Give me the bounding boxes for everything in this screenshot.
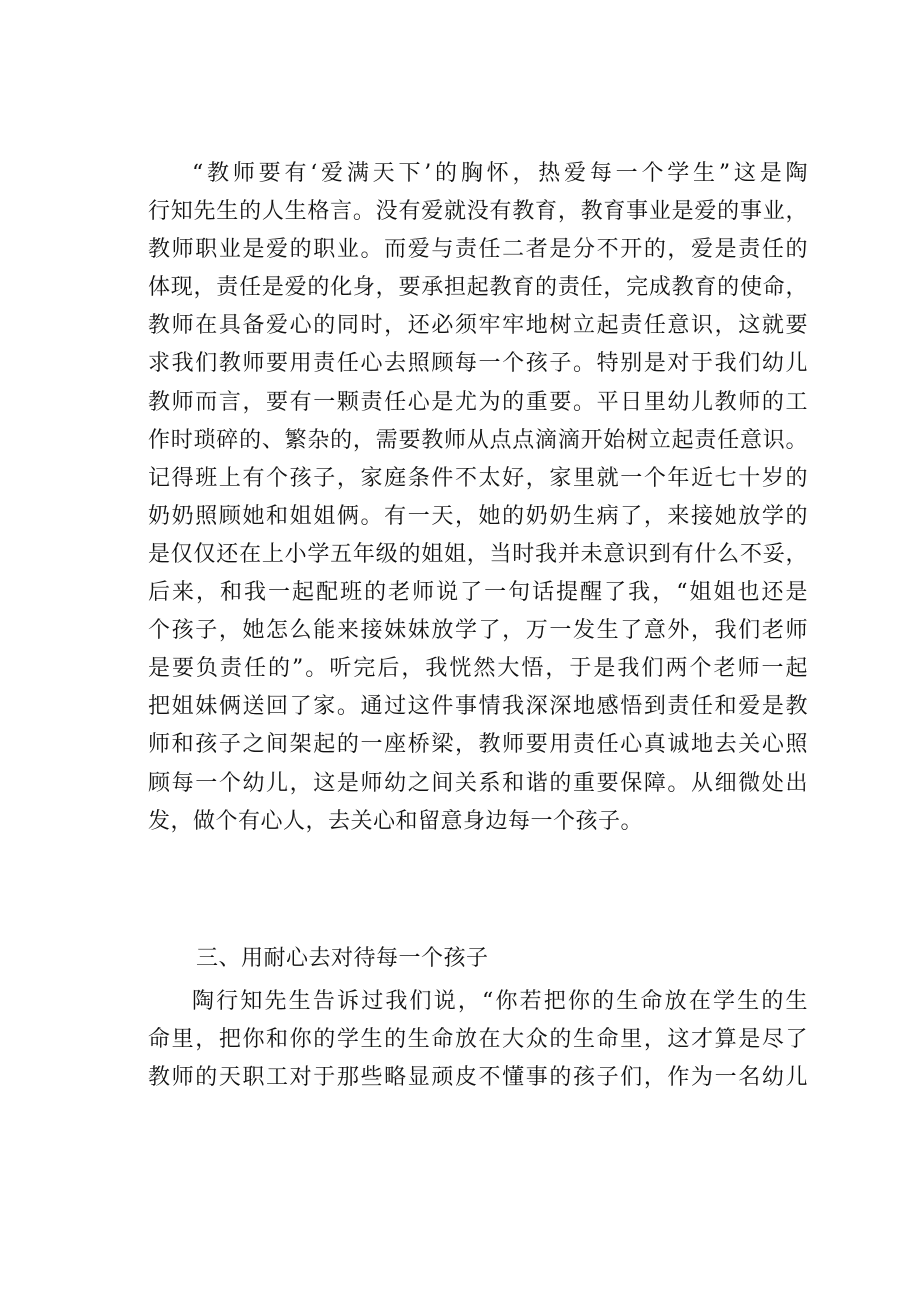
paragraph-line: 把姐妹俩送回了家。通过这件事情我深深地感悟到责任和爱是教 xyxy=(148,694,808,720)
section-heading-patience: 三、用耐心去对待每一个孩子 xyxy=(196,946,489,971)
paragraph-line: 体现，责任是爱的化身，要承担起教育的责任，完成教育的使命， xyxy=(148,275,808,301)
paragraph-line: 奶奶照顾她和姐姐俩。有一天，她的奶奶生病了，来接她放学的 xyxy=(148,503,808,529)
paragraph-line: 发，做个有心人，去关心和留意身边每一个孩子。 xyxy=(148,808,644,834)
paragraph-line: “教师要有‘爱满天下’的胸怀，热爱每一个学生”这是陶 xyxy=(192,161,808,186)
paragraph-patience xyxy=(148,983,808,1097)
paragraph-line: 个孩子，她怎么能来接妹妹放学了，万一发生了意外，我们老师 xyxy=(148,618,808,644)
paragraph-line: 记得班上有个孩子，家庭条件不太好，家里就一个年近七十岁的 xyxy=(148,465,808,491)
paragraph-line: 作时琐碎的、繁杂的，需要教师从点点滴滴开始树立起责任意识。 xyxy=(148,427,808,453)
paragraph-line: 教师的天职工对于那些略显顽皮不懂事的孩子们，作为一名幼儿 xyxy=(148,1065,808,1091)
paragraph-line: 顾每一个幼儿，这是师幼之间关系和谐的重要保障。从细微处出 xyxy=(148,770,808,796)
paragraph-love-and-responsibility xyxy=(148,155,808,841)
paragraph-line: 教师在具备爱心的同时，还必须牢牢地树立起责任意识，这就要 xyxy=(148,313,808,339)
paragraph-line: 后来，和我一起配班的老师说了一句话提醒了我，“姐姐也还是 xyxy=(148,580,808,606)
paragraph-line: 行知先生的人生格言。没有爱就没有教育，教育事业是爱的事业， xyxy=(148,199,808,225)
paragraph-line: 教师而言，要有一颗责任心是尤为的重要。平日里幼儿教师的工 xyxy=(148,389,808,415)
paragraph-line: 陶行知先生告诉过我们说，“你若把你的生命放在学生的生 xyxy=(192,989,808,1014)
paragraph-line: 求我们教师要用责任心去照顾每一个孩子。特别是对于我们幼儿 xyxy=(148,351,808,377)
paragraph-line: 是仅仅还在上小学五年级的姐姐，当时我并未意识到有什么不妥， xyxy=(148,541,808,567)
paragraph-line: 命里，把你和你的学生的生命放在大众的生命里，这才算是尽了 xyxy=(148,1027,808,1053)
paragraph-line: 教师职业是爱的职业。而爱与责任二者是分不开的，爱是责任的 xyxy=(148,237,808,263)
paragraph-line: 是要负责任的”。听完后，我恍然大悟，于是我们两个老师一起 xyxy=(148,656,808,682)
paragraph-line: 师和孩子之间架起的一座桥梁，教师要用责任心真诚地去关心照 xyxy=(148,732,808,758)
